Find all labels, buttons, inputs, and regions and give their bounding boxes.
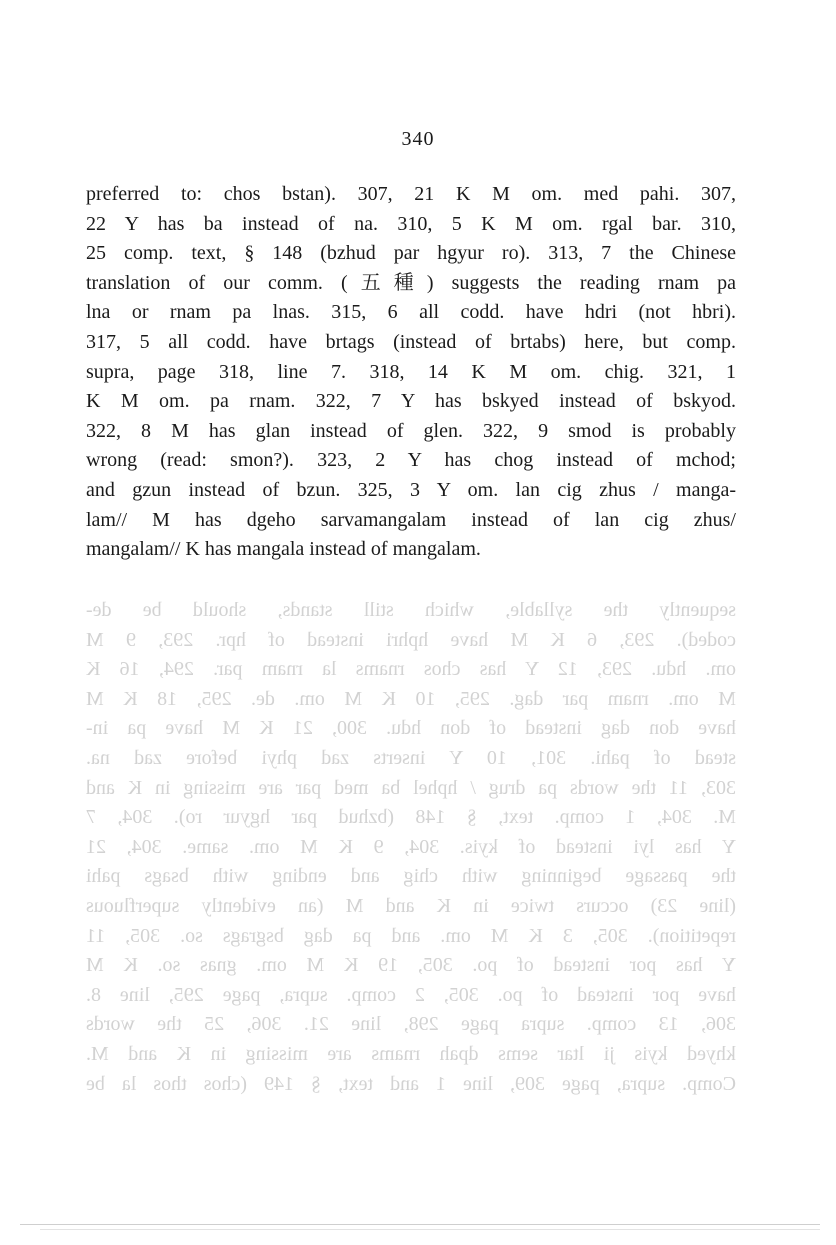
bleed-line: 306, 13 comp. supra page 298, line 21. 306, 25 the words: [86, 1013, 736, 1036]
page-number: 340: [401, 128, 435, 150]
bleed-line: have por instead of po. 305, 2 comp. supra, page 295, line 8.: [86, 983, 736, 1006]
bleed-line: Y has lyi instead of kyis. 304, 9 K M om. same. 304, 21: [86, 835, 736, 858]
text-line: preferred to: chos bstan). 307, 21 K M om. med pahi. 307,: [86, 183, 736, 205]
text-line: 322, 8 M has glan instead of glen. 322, 9 smod is probably: [86, 419, 736, 442]
bleed-line: M. 304, 1 comp. text, § 148 (bzhud par hgyur ro). 304, 7: [86, 806, 736, 829]
bleed-line: khyed kyis ji ltar sems dpah rnams are missing in K and M.: [86, 1042, 736, 1065]
bleed-line: M om. rnam par dag. 295, 10 K M om. de. 295, 18 K M: [86, 687, 736, 710]
bleed-line: the passage beginning with chig and ending with bsags pahi: [86, 865, 736, 888]
text-line: K M om. pa rnam. 322, 7 Y has bskyed instead of bskyod.: [86, 390, 736, 413]
text-line: lna or rnam pa lnas. 315, 6 all codd. have hdri (not hbri).: [86, 301, 736, 324]
bleed-line: have don dag instead of don hdu. 300, 21 K M have pa in-: [86, 717, 736, 740]
text-line: mangalam// K has mangala instead of mangalam.: [86, 538, 481, 561]
text-line: lam// M has dgeho sarvamangalam instead of lan cig zhus/: [86, 508, 736, 531]
text-line: and gzun instead of bzun. 325, 3 Y om. lan cig zhus / manga-: [86, 478, 736, 501]
bleed-line: (line 23) occurs twice in K and M (an evidently superfluous: [86, 894, 736, 917]
text-line: translation of our comm. (五種) suggests the reading rnam pa: [86, 271, 736, 294]
text-line: 317, 5 all codd. have brtags (instead of brtabs) here, but comp.: [86, 330, 736, 353]
bleed-through-text: [86, 596, 736, 1099]
bleed-line: repetition). 305, 3 K M om. and pa dag bsgrags so. 305, 11: [86, 924, 736, 947]
text-line: wrong (read: smon?). 323, 2 Y has chog instead of mchod;: [86, 449, 736, 472]
bleed-line: sequently the syllable, which still stands, should be de-: [86, 599, 736, 621]
page-edge-line: [20, 1224, 820, 1225]
text-line: supra, page 318, line 7. 318, 14 K M om. chig. 321, 1: [86, 360, 736, 383]
text-line: 25 comp. text, § 148 (bzhud par hgyur ro). 313, 7 the Chinese: [86, 242, 736, 265]
bleed-line: Y has por instead of po. 305, 19 K M om. gnas so. K M: [86, 954, 736, 977]
text-line: 22 Y has ba instead of na. 310, 5 K M om. rgal bar. 310,: [86, 212, 736, 235]
bleed-line: stead of pahi. 301, 10 Y inserts zad phyi before zad na.: [86, 746, 736, 769]
bleed-line: coded). 293, 6 K M have hphri instead of hpr. 293, 9 M: [86, 628, 736, 651]
main-text: [86, 180, 736, 565]
page-edge-line: [40, 1229, 820, 1230]
bleed-line: Comp. supra, page 309, line 1 and text, § 149 (chos thos la be: [86, 1072, 736, 1095]
bleed-line: 303, 11 the words pa drug / hphel ba med par are missing in K and: [86, 776, 736, 799]
bleed-line: om. hdu. 293, 12 Y has chos rnams la rnam par. 294, 16 K: [86, 658, 736, 681]
